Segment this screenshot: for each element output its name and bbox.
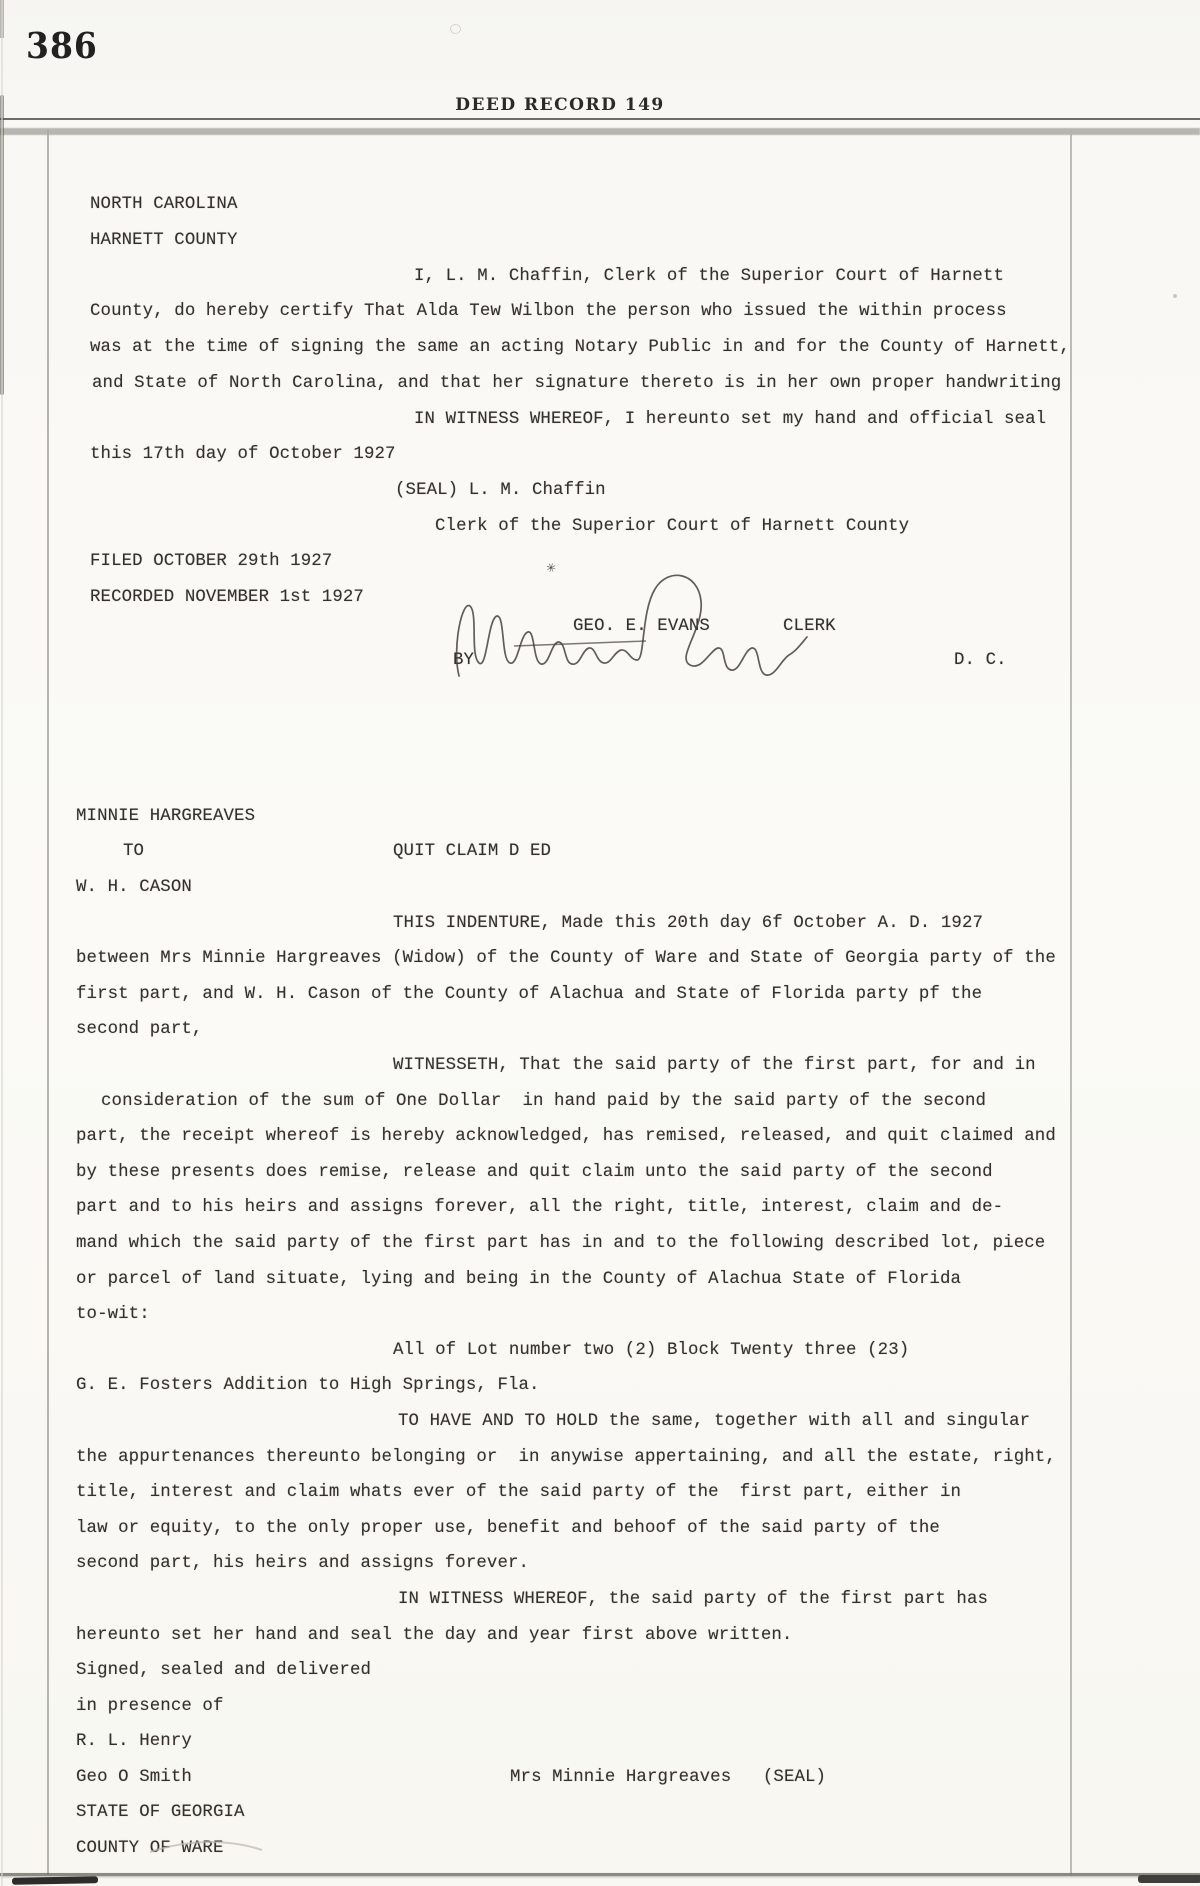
typed-line: RECORDED NOVEMBER 1st 1927 bbox=[90, 588, 364, 607]
typed-line: consideration of the sum of One Dollar in hand paid by the said party of the second bbox=[101, 1092, 987, 1111]
typed-line: COUNTY OF WARE bbox=[76, 1839, 224, 1858]
typed-line: QUIT CLAIM D ED bbox=[393, 842, 552, 861]
typed-line: THIS INDENTURE, Made this 20th day 6f October A. D. 1927 bbox=[393, 914, 984, 933]
typed-line: law or equity, to the only proper use, benefit and behoof of the said party of the bbox=[76, 1519, 940, 1538]
typed-line: County, do hereby certify That Alda Tew Wilbon the person who issued the within process bbox=[90, 302, 1007, 321]
typed-line: STATE OF GEORGIA bbox=[76, 1803, 245, 1822]
typed-line: G. E. Fosters Addition to High Springs, Fla. bbox=[76, 1376, 540, 1395]
header-rule-thick bbox=[0, 128, 1200, 135]
paper-speck bbox=[450, 24, 461, 34]
typed-line: WITNESSETH, That the said party of the first part, for and in bbox=[393, 1056, 1036, 1075]
typed-line: part and to his heirs and assigns forever, all the right, title, interest, claim and de- bbox=[76, 1198, 1004, 1217]
typed-line: by these presents does remise, release and quit claim unto the said party of the second bbox=[76, 1163, 993, 1182]
typed-line: R. L. Henry bbox=[76, 1732, 192, 1751]
ink-smudge-bottom-left bbox=[12, 1876, 98, 1884]
typed-line: NORTH CAROLINA bbox=[90, 195, 238, 214]
typed-line: second part, his heirs and assigns forever. bbox=[76, 1554, 530, 1573]
typed-line: W. H. CASON bbox=[76, 878, 192, 897]
typed-line: Signed, sealed and delivered bbox=[76, 1661, 372, 1680]
typed-line: the appurtenances thereunto belonging or in anywise appertaining, and all the estate, right, bbox=[76, 1448, 1056, 1467]
typed-line: IN WITNESS WHEREOF, the said party of the first part has bbox=[398, 1590, 989, 1609]
clerk-title: CLERK bbox=[783, 617, 836, 636]
header-rule-thin bbox=[0, 118, 1200, 120]
book-header-title: DEED RECORD 149 bbox=[455, 95, 665, 115]
typed-line: and State of North Carolina, and that her signature thereto is in her own proper handwriting bbox=[92, 374, 1062, 393]
page-number: 386 bbox=[26, 24, 98, 67]
clerk-name: GEO. E. EVANS bbox=[573, 617, 710, 636]
typed-line: HARNETT COUNTY bbox=[90, 231, 238, 250]
typed-line: in presence of bbox=[76, 1697, 224, 1716]
typed-line: to-wit: bbox=[76, 1305, 150, 1324]
typed-line: TO bbox=[123, 842, 145, 861]
typed-line: All of Lot number two (2) Block Twenty three (23) bbox=[393, 1341, 910, 1360]
typed-line: between Mrs Minnie Hargreaves (Widow) of the County of Ware and State of Georgia party of the bbox=[76, 949, 1056, 968]
typed-line: second part, bbox=[76, 1020, 203, 1039]
typed-line: part, the receipt whereof is hereby acknowledged, has remised, released, and quit claimed and bbox=[76, 1127, 1056, 1146]
typed-line: Geo O Smith bbox=[76, 1768, 192, 1787]
page-border-left bbox=[47, 130, 49, 1875]
typed-line: mand which the said party of the first part has in and to the following described lot, piece bbox=[76, 1234, 1046, 1253]
page-border-right bbox=[1070, 130, 1072, 1875]
typed-line: hereunto set her hand and seal the day and year first above written. bbox=[76, 1626, 793, 1645]
typed-line: title, interest and claim whats ever of the said party of the first part, either in bbox=[76, 1483, 962, 1502]
typed-line: Clerk of the Superior Court of Harnett County bbox=[435, 517, 910, 536]
by-label: BY bbox=[453, 651, 475, 670]
typed-line: FILED OCTOBER 29th 1927 bbox=[90, 552, 333, 571]
typed-line: I, L. M. Chaffin, Clerk of the Superior Court of Harnett bbox=[414, 267, 1005, 286]
typed-line: TO HAVE AND TO HOLD the same, together with all and singular bbox=[398, 1412, 1031, 1431]
typed-line: first part, and W. H. Cason of the County of Alachua and State of Florida party pf the bbox=[76, 985, 983, 1004]
typed-line: Mrs Minnie Hargreaves (SEAL) bbox=[510, 1768, 827, 1787]
filed-ink-mark: ✳ bbox=[544, 559, 558, 577]
typed-line: was at the time of signing the same an acting Notary Public in and for the County of Harnett, bbox=[90, 338, 1070, 357]
scan-edge-artifact bbox=[1, 0, 3, 1886]
typed-line: MINNIE HARGREAVES bbox=[76, 807, 256, 826]
typed-line: IN WITNESS WHEREOF, I hereunto set my hand and official seal bbox=[414, 410, 1047, 429]
typed-line: (SEAL) L. M. Chaffin bbox=[395, 481, 606, 500]
paper-speck bbox=[1173, 294, 1177, 298]
bottom-rule bbox=[0, 1873, 1200, 1876]
ink-smudge-bottom-right bbox=[1138, 1875, 1200, 1883]
typed-line: this 17th day of October 1927 bbox=[90, 445, 396, 464]
typed-line: or parcel of land situate, lying and being in the County of Alachua State of Florida bbox=[76, 1270, 962, 1289]
deputy-clerk-initials: D. C. bbox=[954, 651, 1007, 670]
